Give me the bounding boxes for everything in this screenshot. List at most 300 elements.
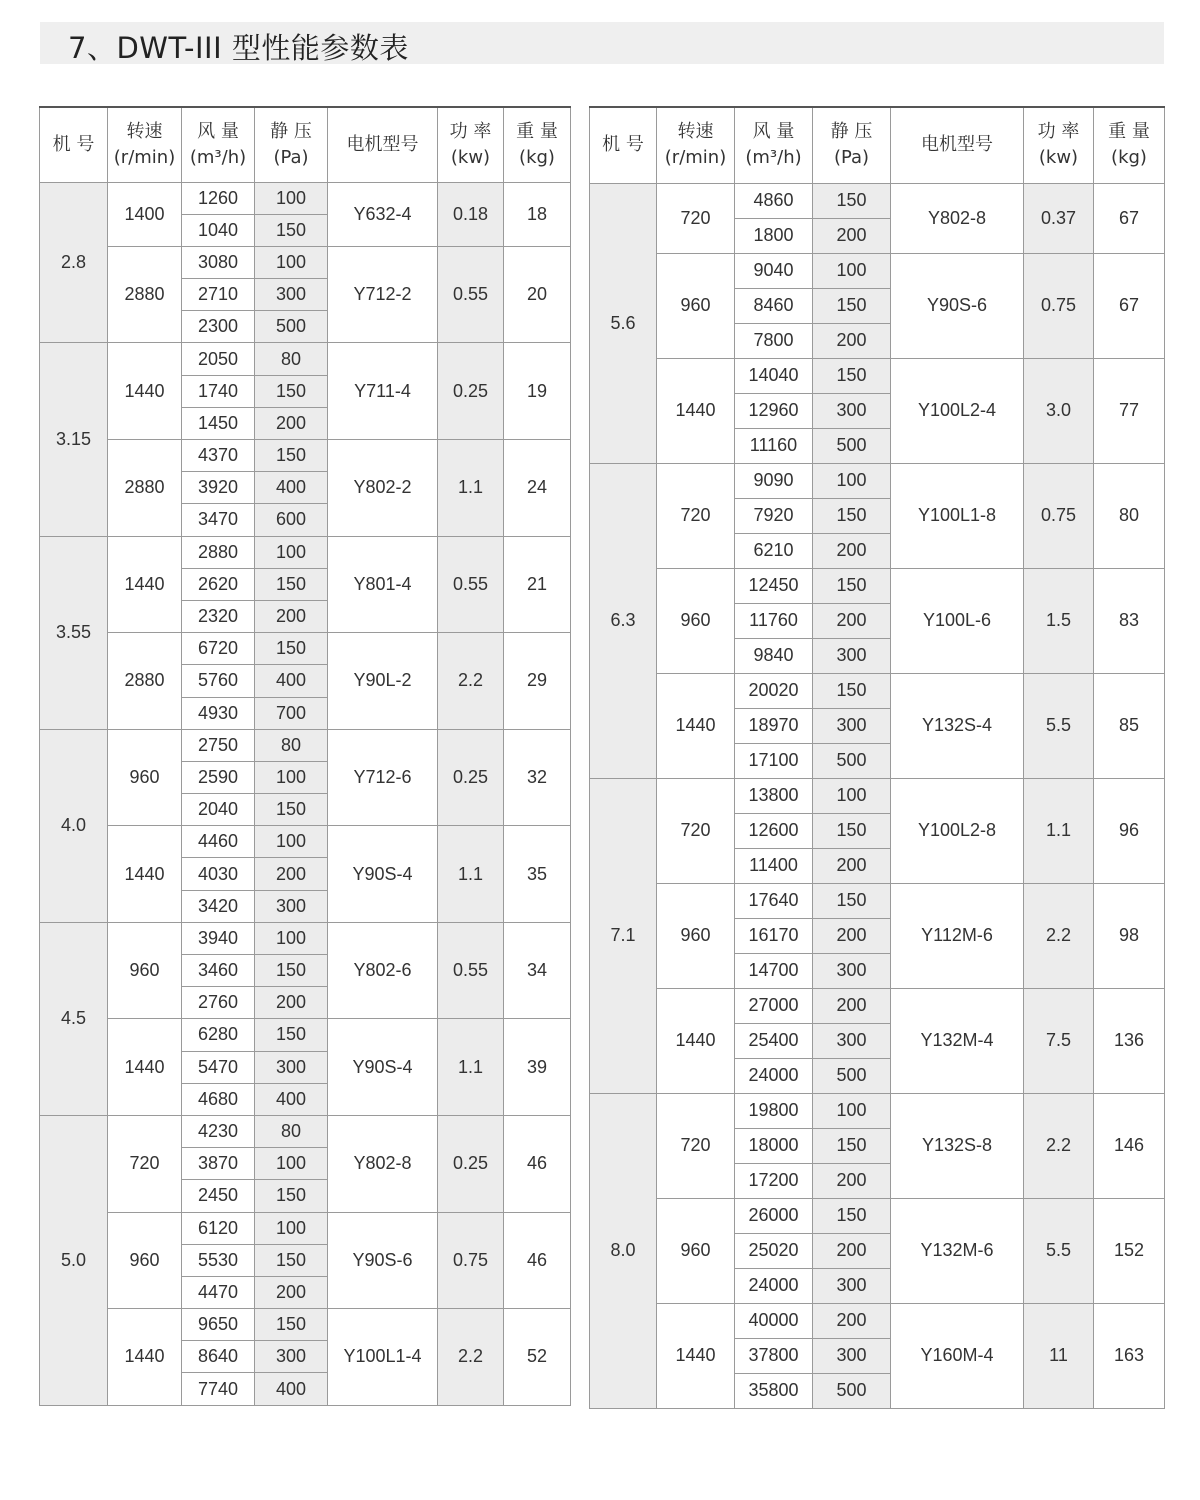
static-pressure-cell: 300	[813, 708, 891, 743]
weight-cell: 20	[504, 246, 571, 343]
power-cell: 1.1	[1024, 778, 1094, 883]
weight-cell: 77	[1094, 358, 1165, 463]
airflow-cell: 12600	[735, 813, 813, 848]
motor-model-cell: Y90S-6	[891, 253, 1024, 358]
weight-cell: 98	[1094, 883, 1165, 988]
motor-model-cell: Y100L2-4	[891, 358, 1024, 463]
weight-cell: 83	[1094, 568, 1165, 673]
airflow-cell: 2750	[182, 729, 255, 761]
header-power: 功 率 (kw)	[438, 107, 504, 182]
speed-cell: 1440	[108, 1019, 182, 1116]
speed-cell: 720	[657, 778, 735, 883]
airflow-cell: 3460	[182, 955, 255, 987]
airflow-cell: 9090	[735, 463, 813, 498]
speed-cell: 1440	[657, 358, 735, 463]
static-pressure-cell: 300	[813, 1023, 891, 1058]
airflow-cell: 9650	[182, 1309, 255, 1341]
static-pressure-cell: 200	[813, 218, 891, 253]
power-cell: 11	[1024, 1303, 1094, 1408]
airflow-cell: 2450	[182, 1180, 255, 1212]
table-row	[590, 358, 1165, 393]
speed-cell: 720	[657, 1093, 735, 1198]
airflow-cell: 7920	[735, 498, 813, 533]
table-row	[40, 826, 571, 858]
static-pressure-cell: 150	[255, 1019, 328, 1051]
static-pressure-cell: 150	[813, 183, 891, 218]
power-cell: 0.75	[1024, 253, 1094, 358]
model-number-cell: 4.0	[40, 729, 108, 922]
static-pressure-cell: 150	[813, 1198, 891, 1233]
static-pressure-cell: 700	[255, 697, 328, 729]
power-cell: 3.0	[1024, 358, 1094, 463]
speed-cell: 960	[657, 568, 735, 673]
table-row	[590, 673, 1165, 708]
static-pressure-cell: 400	[255, 1083, 328, 1115]
static-pressure-cell: 300	[255, 890, 328, 922]
airflow-cell: 26000	[735, 1198, 813, 1233]
header-speed: 转速 (r/min)	[108, 107, 182, 182]
static-pressure-cell: 200	[813, 1233, 891, 1268]
weight-cell: 96	[1094, 778, 1165, 883]
power-cell: 0.25	[438, 343, 504, 440]
airflow-cell: 37800	[735, 1338, 813, 1373]
table-row	[590, 988, 1165, 1023]
weight-cell: 67	[1094, 183, 1165, 253]
motor-model-cell: Y100L1-4	[328, 1309, 438, 1406]
static-pressure-cell: 400	[255, 1373, 328, 1405]
airflow-cell: 40000	[735, 1303, 813, 1338]
airflow-cell: 16170	[735, 918, 813, 953]
motor-model-cell: Y712-6	[328, 729, 438, 826]
airflow-cell: 25020	[735, 1233, 813, 1268]
power-cell: 0.55	[438, 536, 504, 633]
motor-model-cell: Y160M-4	[891, 1303, 1024, 1408]
weight-cell: 19	[504, 343, 571, 440]
table-row	[40, 536, 571, 568]
static-pressure-cell: 300	[255, 279, 328, 311]
airflow-cell: 2040	[182, 794, 255, 826]
static-pressure-cell: 80	[255, 729, 328, 761]
airflow-cell: 2620	[182, 568, 255, 600]
airflow-cell: 4460	[182, 826, 255, 858]
static-pressure-cell: 150	[813, 883, 891, 918]
table-header	[40, 107, 571, 182]
motor-model-cell: Y100L1-8	[891, 463, 1024, 568]
table-row	[40, 1309, 571, 1341]
motor-model-cell: Y802-2	[328, 440, 438, 537]
airflow-cell: 27000	[735, 988, 813, 1023]
static-pressure-cell: 80	[255, 1115, 328, 1147]
airflow-cell: 3920	[182, 472, 255, 504]
airflow-cell: 2710	[182, 279, 255, 311]
speed-cell: 1440	[108, 536, 182, 633]
airflow-cell: 14700	[735, 953, 813, 988]
airflow-cell: 17200	[735, 1163, 813, 1198]
static-pressure-cell: 100	[255, 246, 328, 278]
airflow-cell: 2880	[182, 536, 255, 568]
power-cell: 0.18	[438, 182, 504, 246]
airflow-cell: 18000	[735, 1128, 813, 1163]
weight-cell: 29	[504, 633, 571, 730]
motor-model-cell: Y712-2	[328, 246, 438, 343]
airflow-cell: 5530	[182, 1244, 255, 1276]
static-pressure-cell: 300	[813, 393, 891, 428]
static-pressure-cell: 200	[255, 987, 328, 1019]
airflow-cell: 9840	[735, 638, 813, 673]
static-pressure-cell: 200	[813, 603, 891, 638]
airflow-cell: 5760	[182, 665, 255, 697]
static-pressure-cell: 150	[255, 568, 328, 600]
header-motor: 电机型号	[891, 107, 1024, 183]
header-speed: 转速 (r/min)	[657, 107, 735, 183]
motor-model-cell: Y112M-6	[891, 883, 1024, 988]
table-row	[40, 633, 571, 665]
static-pressure-cell: 300	[255, 1341, 328, 1373]
weight-cell: 18	[504, 182, 571, 246]
airflow-cell: 25400	[735, 1023, 813, 1058]
speed-cell: 720	[108, 1115, 182, 1212]
static-pressure-cell: 150	[255, 375, 328, 407]
airflow-cell: 4470	[182, 1276, 255, 1308]
static-pressure-cell: 500	[813, 1373, 891, 1408]
model-number-cell: 7.1	[590, 778, 657, 1093]
power-cell: 2.2	[1024, 883, 1094, 988]
weight-cell: 34	[504, 922, 571, 1019]
static-pressure-cell: 300	[813, 1268, 891, 1303]
static-pressure-cell: 100	[255, 1148, 328, 1180]
motor-model-cell: Y90S-4	[328, 1019, 438, 1116]
airflow-cell: 1040	[182, 214, 255, 246]
power-cell: 0.75	[1024, 463, 1094, 568]
model-number-cell: 5.0	[40, 1115, 108, 1405]
speed-cell: 2880	[108, 633, 182, 730]
static-pressure-cell: 100	[255, 1212, 328, 1244]
airflow-cell: 18970	[735, 708, 813, 743]
motor-model-cell: Y801-4	[328, 536, 438, 633]
static-pressure-cell: 150	[255, 1244, 328, 1276]
static-pressure-cell: 100	[813, 1093, 891, 1128]
table-row	[40, 922, 571, 954]
motor-model-cell: Y132S-4	[891, 673, 1024, 778]
weight-cell: 46	[504, 1212, 571, 1309]
airflow-cell: 20020	[735, 673, 813, 708]
weight-cell: 67	[1094, 253, 1165, 358]
header-static-pressure: 静 压 (Pa)	[255, 107, 328, 182]
power-cell: 1.1	[438, 1019, 504, 1116]
table-row	[590, 778, 1165, 813]
speed-cell: 960	[657, 253, 735, 358]
table-row	[40, 1212, 571, 1244]
airflow-cell: 24000	[735, 1268, 813, 1303]
airflow-cell: 4230	[182, 1115, 255, 1147]
static-pressure-cell: 150	[813, 358, 891, 393]
airflow-cell: 3420	[182, 890, 255, 922]
airflow-cell: 2300	[182, 311, 255, 343]
static-pressure-cell: 150	[813, 813, 891, 848]
motor-model-cell: Y132M-4	[891, 988, 1024, 1093]
airflow-cell: 19800	[735, 1093, 813, 1128]
table-row	[590, 463, 1165, 498]
airflow-cell: 5470	[182, 1051, 255, 1083]
power-cell: 0.37	[1024, 183, 1094, 253]
static-pressure-cell: 200	[813, 533, 891, 568]
table-header	[590, 107, 1165, 183]
weight-cell: 146	[1094, 1093, 1165, 1198]
airflow-cell: 9040	[735, 253, 813, 288]
table-row	[40, 246, 571, 278]
power-cell: 2.2	[1024, 1093, 1094, 1198]
airflow-cell: 7800	[735, 323, 813, 358]
table-row	[40, 1019, 571, 1051]
static-pressure-cell: 400	[255, 472, 328, 504]
static-pressure-cell: 150	[255, 440, 328, 472]
model-number-cell: 5.6	[590, 183, 657, 463]
speed-cell: 960	[108, 922, 182, 1019]
static-pressure-cell: 100	[813, 463, 891, 498]
static-pressure-cell: 200	[813, 848, 891, 883]
table-row	[40, 729, 571, 761]
airflow-cell: 6280	[182, 1019, 255, 1051]
static-pressure-cell: 150	[255, 794, 328, 826]
static-pressure-cell: 400	[255, 665, 328, 697]
airflow-cell: 14040	[735, 358, 813, 393]
left-performance-table	[39, 106, 571, 1406]
weight-cell: 39	[504, 1019, 571, 1116]
speed-cell: 720	[657, 463, 735, 568]
table-row	[590, 1093, 1165, 1128]
static-pressure-cell: 150	[255, 1309, 328, 1341]
speed-cell: 960	[108, 729, 182, 826]
title-bar	[40, 22, 1164, 64]
static-pressure-cell: 200	[813, 323, 891, 358]
speed-cell: 1440	[657, 1303, 735, 1408]
airflow-cell: 2590	[182, 761, 255, 793]
motor-model-cell: Y632-4	[328, 182, 438, 246]
header-static-pressure: 静 压 (Pa)	[813, 107, 891, 183]
airflow-cell: 4370	[182, 440, 255, 472]
airflow-cell: 17100	[735, 743, 813, 778]
weight-cell: 163	[1094, 1303, 1165, 1408]
header-power: 功 率 (kw)	[1024, 107, 1094, 183]
header-airflow: 风 量 (m³/h)	[735, 107, 813, 183]
airflow-cell: 1260	[182, 182, 255, 214]
weight-cell: 24	[504, 440, 571, 537]
speed-cell: 960	[657, 1198, 735, 1303]
airflow-cell: 11160	[735, 428, 813, 463]
table-row	[590, 253, 1165, 288]
power-cell: 1.1	[438, 440, 504, 537]
airflow-cell: 35800	[735, 1373, 813, 1408]
motor-model-cell: Y100L-6	[891, 568, 1024, 673]
airflow-cell: 3470	[182, 504, 255, 536]
power-cell: 2.2	[438, 1309, 504, 1406]
static-pressure-cell: 150	[813, 673, 891, 708]
power-cell: 2.2	[438, 633, 504, 730]
page-title: 7、DWT-III 型性能参数表	[68, 31, 409, 65]
motor-model-cell: Y132S-8	[891, 1093, 1024, 1198]
motor-model-cell: Y802-6	[328, 922, 438, 1019]
power-cell: 0.25	[438, 729, 504, 826]
static-pressure-cell: 100	[255, 826, 328, 858]
table-row	[590, 183, 1165, 218]
static-pressure-cell: 150	[813, 288, 891, 323]
model-number-cell: 3.55	[40, 536, 108, 729]
static-pressure-cell: 200	[813, 1303, 891, 1338]
header-airflow: 风 量 (m³/h)	[182, 107, 255, 182]
header-model-no: 机 号	[590, 107, 657, 183]
airflow-cell: 1800	[735, 218, 813, 253]
airflow-cell: 8640	[182, 1341, 255, 1373]
static-pressure-cell: 100	[255, 922, 328, 954]
static-pressure-cell: 150	[255, 214, 328, 246]
motor-model-cell: Y90S-6	[328, 1212, 438, 1309]
static-pressure-cell: 100	[813, 253, 891, 288]
table-row	[590, 883, 1165, 918]
static-pressure-cell: 600	[255, 504, 328, 536]
airflow-cell: 4680	[182, 1083, 255, 1115]
motor-model-cell: Y132M-6	[891, 1198, 1024, 1303]
static-pressure-cell: 500	[813, 1058, 891, 1093]
static-pressure-cell: 150	[813, 568, 891, 603]
static-pressure-cell: 100	[255, 761, 328, 793]
static-pressure-cell: 100	[255, 536, 328, 568]
power-cell: 5.5	[1024, 1198, 1094, 1303]
speed-cell: 960	[657, 883, 735, 988]
static-pressure-cell: 100	[813, 778, 891, 813]
airflow-cell: 4030	[182, 858, 255, 890]
right-performance-table	[589, 106, 1165, 1409]
power-cell: 1.5	[1024, 568, 1094, 673]
power-cell: 0.25	[438, 1115, 504, 1212]
airflow-cell: 6720	[182, 633, 255, 665]
power-cell: 0.75	[438, 1212, 504, 1309]
airflow-cell: 2320	[182, 600, 255, 632]
static-pressure-cell: 150	[813, 498, 891, 533]
motor-model-cell: Y711-4	[328, 343, 438, 440]
speed-cell: 960	[108, 1212, 182, 1309]
airflow-cell: 1740	[182, 375, 255, 407]
static-pressure-cell: 150	[813, 1128, 891, 1163]
weight-cell: 21	[504, 536, 571, 633]
motor-model-cell: Y802-8	[891, 183, 1024, 253]
airflow-cell: 11400	[735, 848, 813, 883]
airflow-cell: 3080	[182, 246, 255, 278]
airflow-cell: 8460	[735, 288, 813, 323]
table-row	[40, 440, 571, 472]
speed-cell: 1440	[108, 826, 182, 923]
table-row	[590, 1303, 1165, 1338]
table-row	[40, 343, 571, 375]
power-cell: 1.1	[438, 826, 504, 923]
static-pressure-cell: 100	[255, 182, 328, 214]
power-cell: 5.5	[1024, 673, 1094, 778]
airflow-cell: 11760	[735, 603, 813, 638]
airflow-cell: 7740	[182, 1373, 255, 1405]
speed-cell: 1440	[657, 988, 735, 1093]
airflow-cell: 2050	[182, 343, 255, 375]
static-pressure-cell: 200	[255, 1276, 328, 1308]
airflow-cell: 12960	[735, 393, 813, 428]
weight-cell: 80	[1094, 463, 1165, 568]
static-pressure-cell: 150	[255, 1180, 328, 1212]
model-number-cell: 4.5	[40, 922, 108, 1115]
speed-cell: 2880	[108, 246, 182, 343]
table-row	[40, 1115, 571, 1147]
speed-cell: 1440	[108, 343, 182, 440]
airflow-cell: 3870	[182, 1148, 255, 1180]
model-number-cell: 3.15	[40, 343, 108, 536]
static-pressure-cell: 200	[255, 858, 328, 890]
airflow-cell: 13800	[735, 778, 813, 813]
header-model-no: 机 号	[40, 107, 108, 182]
static-pressure-cell: 300	[813, 638, 891, 673]
table-row	[40, 182, 571, 214]
header-weight: 重 量 (kg)	[504, 107, 571, 182]
weight-cell: 85	[1094, 673, 1165, 778]
model-number-cell: 8.0	[590, 1093, 657, 1408]
weight-cell: 46	[504, 1115, 571, 1212]
static-pressure-cell: 200	[813, 1163, 891, 1198]
airflow-cell: 12450	[735, 568, 813, 603]
static-pressure-cell: 150	[255, 633, 328, 665]
speed-cell: 1400	[108, 182, 182, 246]
speed-cell: 2880	[108, 440, 182, 537]
airflow-cell: 2760	[182, 987, 255, 1019]
static-pressure-cell: 300	[813, 953, 891, 988]
model-number-cell: 6.3	[590, 463, 657, 778]
static-pressure-cell: 500	[255, 311, 328, 343]
table-row	[590, 568, 1165, 603]
power-cell: 0.55	[438, 922, 504, 1019]
speed-cell: 1440	[108, 1309, 182, 1406]
weight-cell: 52	[504, 1309, 571, 1406]
weight-cell: 32	[504, 729, 571, 826]
header-weight: 重 量 (kg)	[1094, 107, 1165, 183]
table-row	[590, 1198, 1165, 1233]
static-pressure-cell: 200	[813, 918, 891, 953]
static-pressure-cell: 300	[813, 1338, 891, 1373]
airflow-cell: 4860	[735, 183, 813, 218]
static-pressure-cell: 150	[255, 955, 328, 987]
power-cell: 7.5	[1024, 988, 1094, 1093]
airflow-cell: 17640	[735, 883, 813, 918]
header-motor: 电机型号	[328, 107, 438, 182]
airflow-cell: 4930	[182, 697, 255, 729]
static-pressure-cell: 200	[813, 988, 891, 1023]
static-pressure-cell: 500	[813, 428, 891, 463]
airflow-cell: 3940	[182, 922, 255, 954]
motor-model-cell: Y100L2-8	[891, 778, 1024, 883]
motor-model-cell: Y802-8	[328, 1115, 438, 1212]
weight-cell: 152	[1094, 1198, 1165, 1303]
airflow-cell: 24000	[735, 1058, 813, 1093]
airflow-cell: 6120	[182, 1212, 255, 1244]
power-cell: 0.55	[438, 246, 504, 343]
motor-model-cell: Y90L-2	[328, 633, 438, 730]
airflow-cell: 1450	[182, 407, 255, 439]
static-pressure-cell: 500	[813, 743, 891, 778]
static-pressure-cell: 80	[255, 343, 328, 375]
static-pressure-cell: 200	[255, 407, 328, 439]
motor-model-cell: Y90S-4	[328, 826, 438, 923]
airflow-cell: 6210	[735, 533, 813, 568]
weight-cell: 35	[504, 826, 571, 923]
speed-cell: 720	[657, 183, 735, 253]
model-number-cell: 2.8	[40, 182, 108, 343]
speed-cell: 1440	[657, 673, 735, 778]
static-pressure-cell: 200	[255, 600, 328, 632]
static-pressure-cell: 300	[255, 1051, 328, 1083]
